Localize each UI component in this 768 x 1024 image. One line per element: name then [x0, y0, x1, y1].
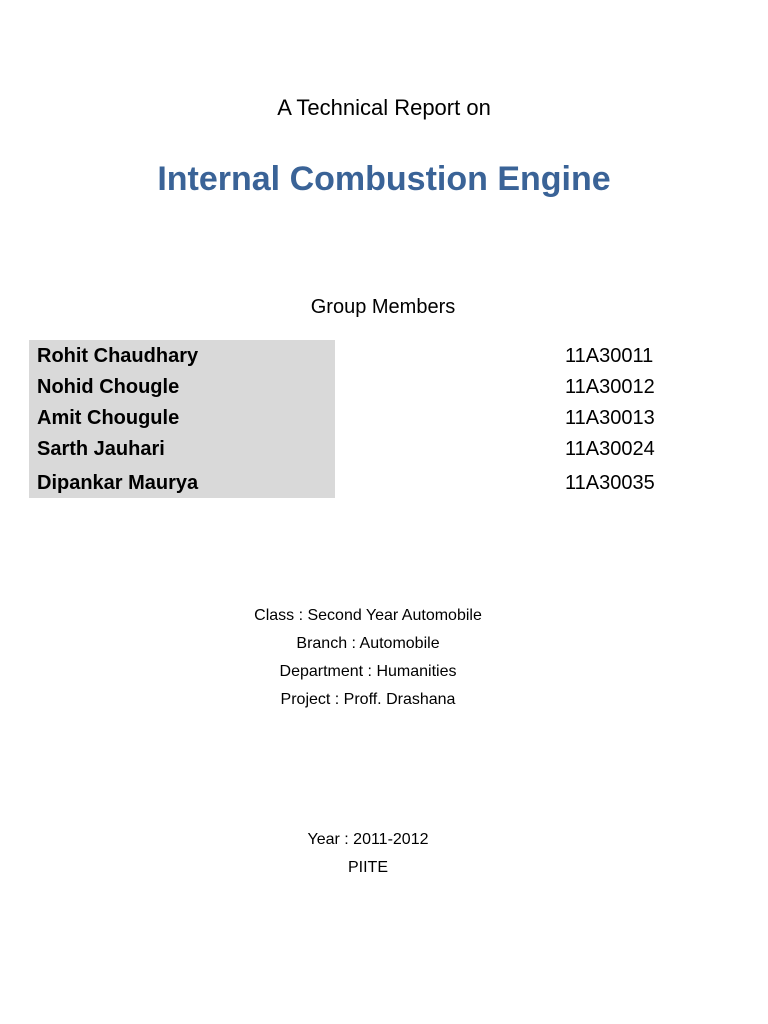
report-subtitle: A Technical Report on: [277, 95, 491, 120]
member-row: [0, 404, 768, 432]
year-info: Year : 2011-2012: [307, 831, 429, 848]
member-name: Sarth Jauhari: [37, 438, 165, 460]
member-name: Amit Chougule: [37, 407, 180, 429]
member-id: 11A30011: [565, 345, 654, 367]
member-id: 11A30035: [565, 472, 655, 494]
member-id: 11A30024: [565, 438, 655, 460]
member-name: Nohid Chougle: [37, 376, 180, 398]
member-name: Rohit Chaudhary: [37, 345, 199, 367]
department-info: Department : Humanities: [279, 663, 457, 680]
group-members-heading: Group Members: [310, 296, 456, 318]
member-row: [0, 342, 768, 370]
member-row: [0, 435, 768, 463]
report-title: Internal Combustion Engine: [157, 160, 611, 198]
branch-info: Branch : Automobile: [296, 635, 440, 652]
member-row: [0, 469, 768, 497]
member-row: [0, 373, 768, 401]
project-info: Project : Proff. Drashana: [280, 691, 456, 708]
institute-name: PIITE: [347, 859, 388, 876]
member-id: 11A30012: [565, 376, 655, 398]
class-info: Class : Second Year Automobile: [254, 607, 482, 624]
member-id: 11A30013: [565, 407, 655, 429]
member-name: Dipankar Maurya: [37, 472, 199, 494]
